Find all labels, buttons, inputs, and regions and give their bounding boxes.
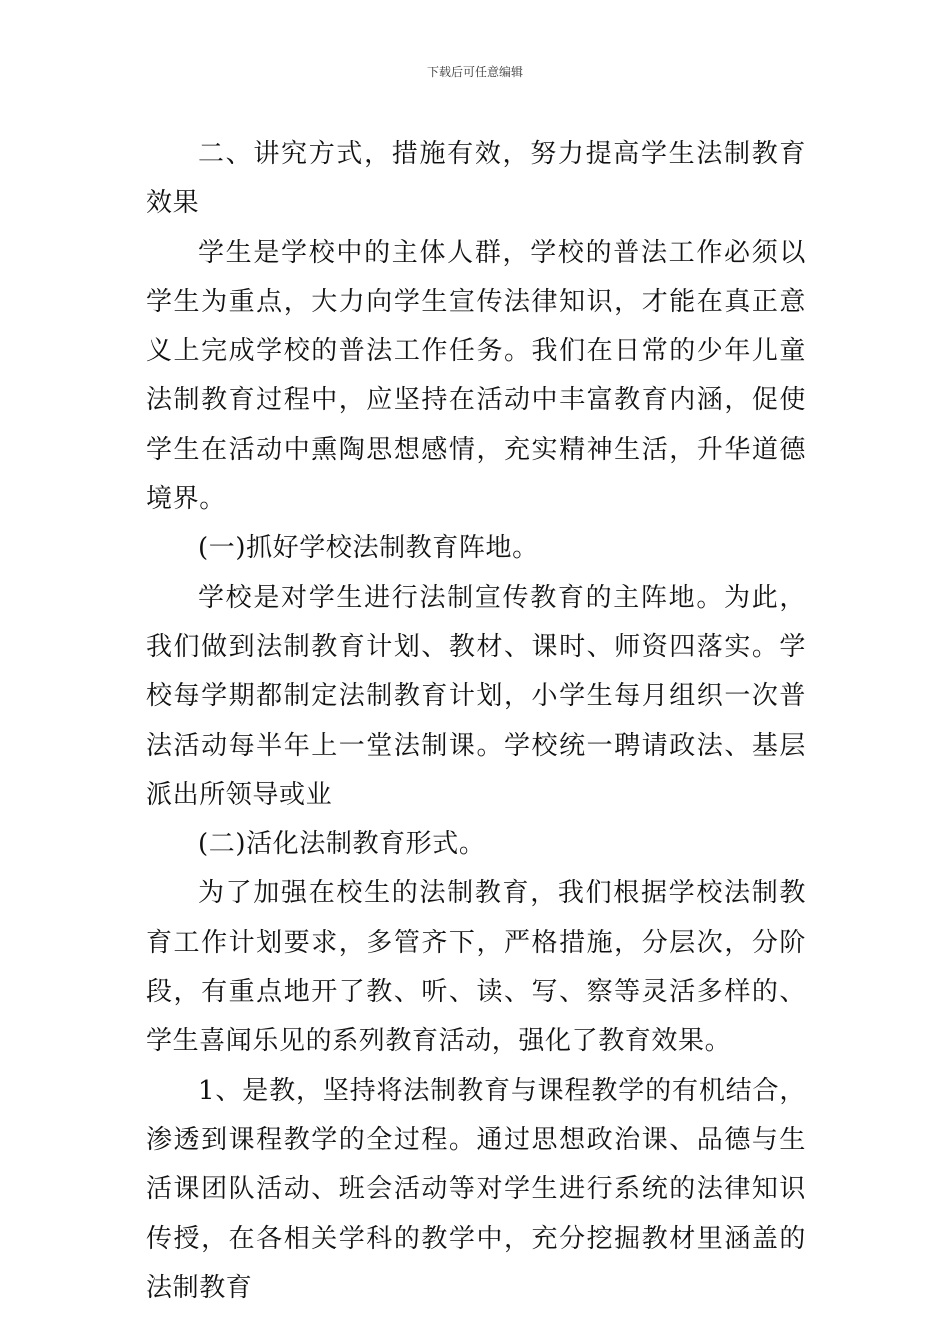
- paragraph: 1、是教，坚持将法制教育与课程教学的有机结合，渗透到课程教学的全过程。通过思想政治课、品德与生活课团队活动、班会活动等对学生进行系统的法律知识传授，在各相关学科的教学中，充分挖掘教材里涵盖的法制教育: [146, 1075, 806, 1303]
- paragraph: 学生是学校中的主体人群，学校的普法工作必须以学生为重点，大力向学生宣传法律知识，才能在真正意义上完成学校的普法工作任务。我们在日常的少年儿童法制教育过程中，应坚持在活动中丰富教育内涵，促使学生在活动中熏陶思想感情，充实精神生活，升华道德境界。: [146, 237, 806, 515]
- subsection-heading: (二)活化法制教育形式。: [198, 829, 486, 860]
- paragraph: 为了加强在校生的法制教育，我们根据学校法制教育工作计划要求，多管齐下，严格措施，分层次，分阶段，有重点地开了教、听、读、写、察等灵活多样的、学生喜闻乐见的系列教育活动，强化了教育效果。: [146, 878, 806, 1057]
- section-heading: 二、讲究方式，措施有效，努力提高学生法制教育效果: [146, 139, 806, 219]
- paragraph: 学校是对学生进行法制宣传教育的主阵地。为此，我们做到法制教育计划、教材、课时、师资四落实。学校每学期都制定法制教育计划，小学生每月组织一次普法活动每半年上一堂法制课。学校统一聘请政法、基层派出所领导或业: [146, 582, 806, 810]
- page-header: 下载后可任意编辑: [426, 65, 523, 79]
- subsection-heading: (一)抓好学校法制教育阵地。: [198, 533, 539, 564]
- document-body: [146, 130, 806, 1313]
